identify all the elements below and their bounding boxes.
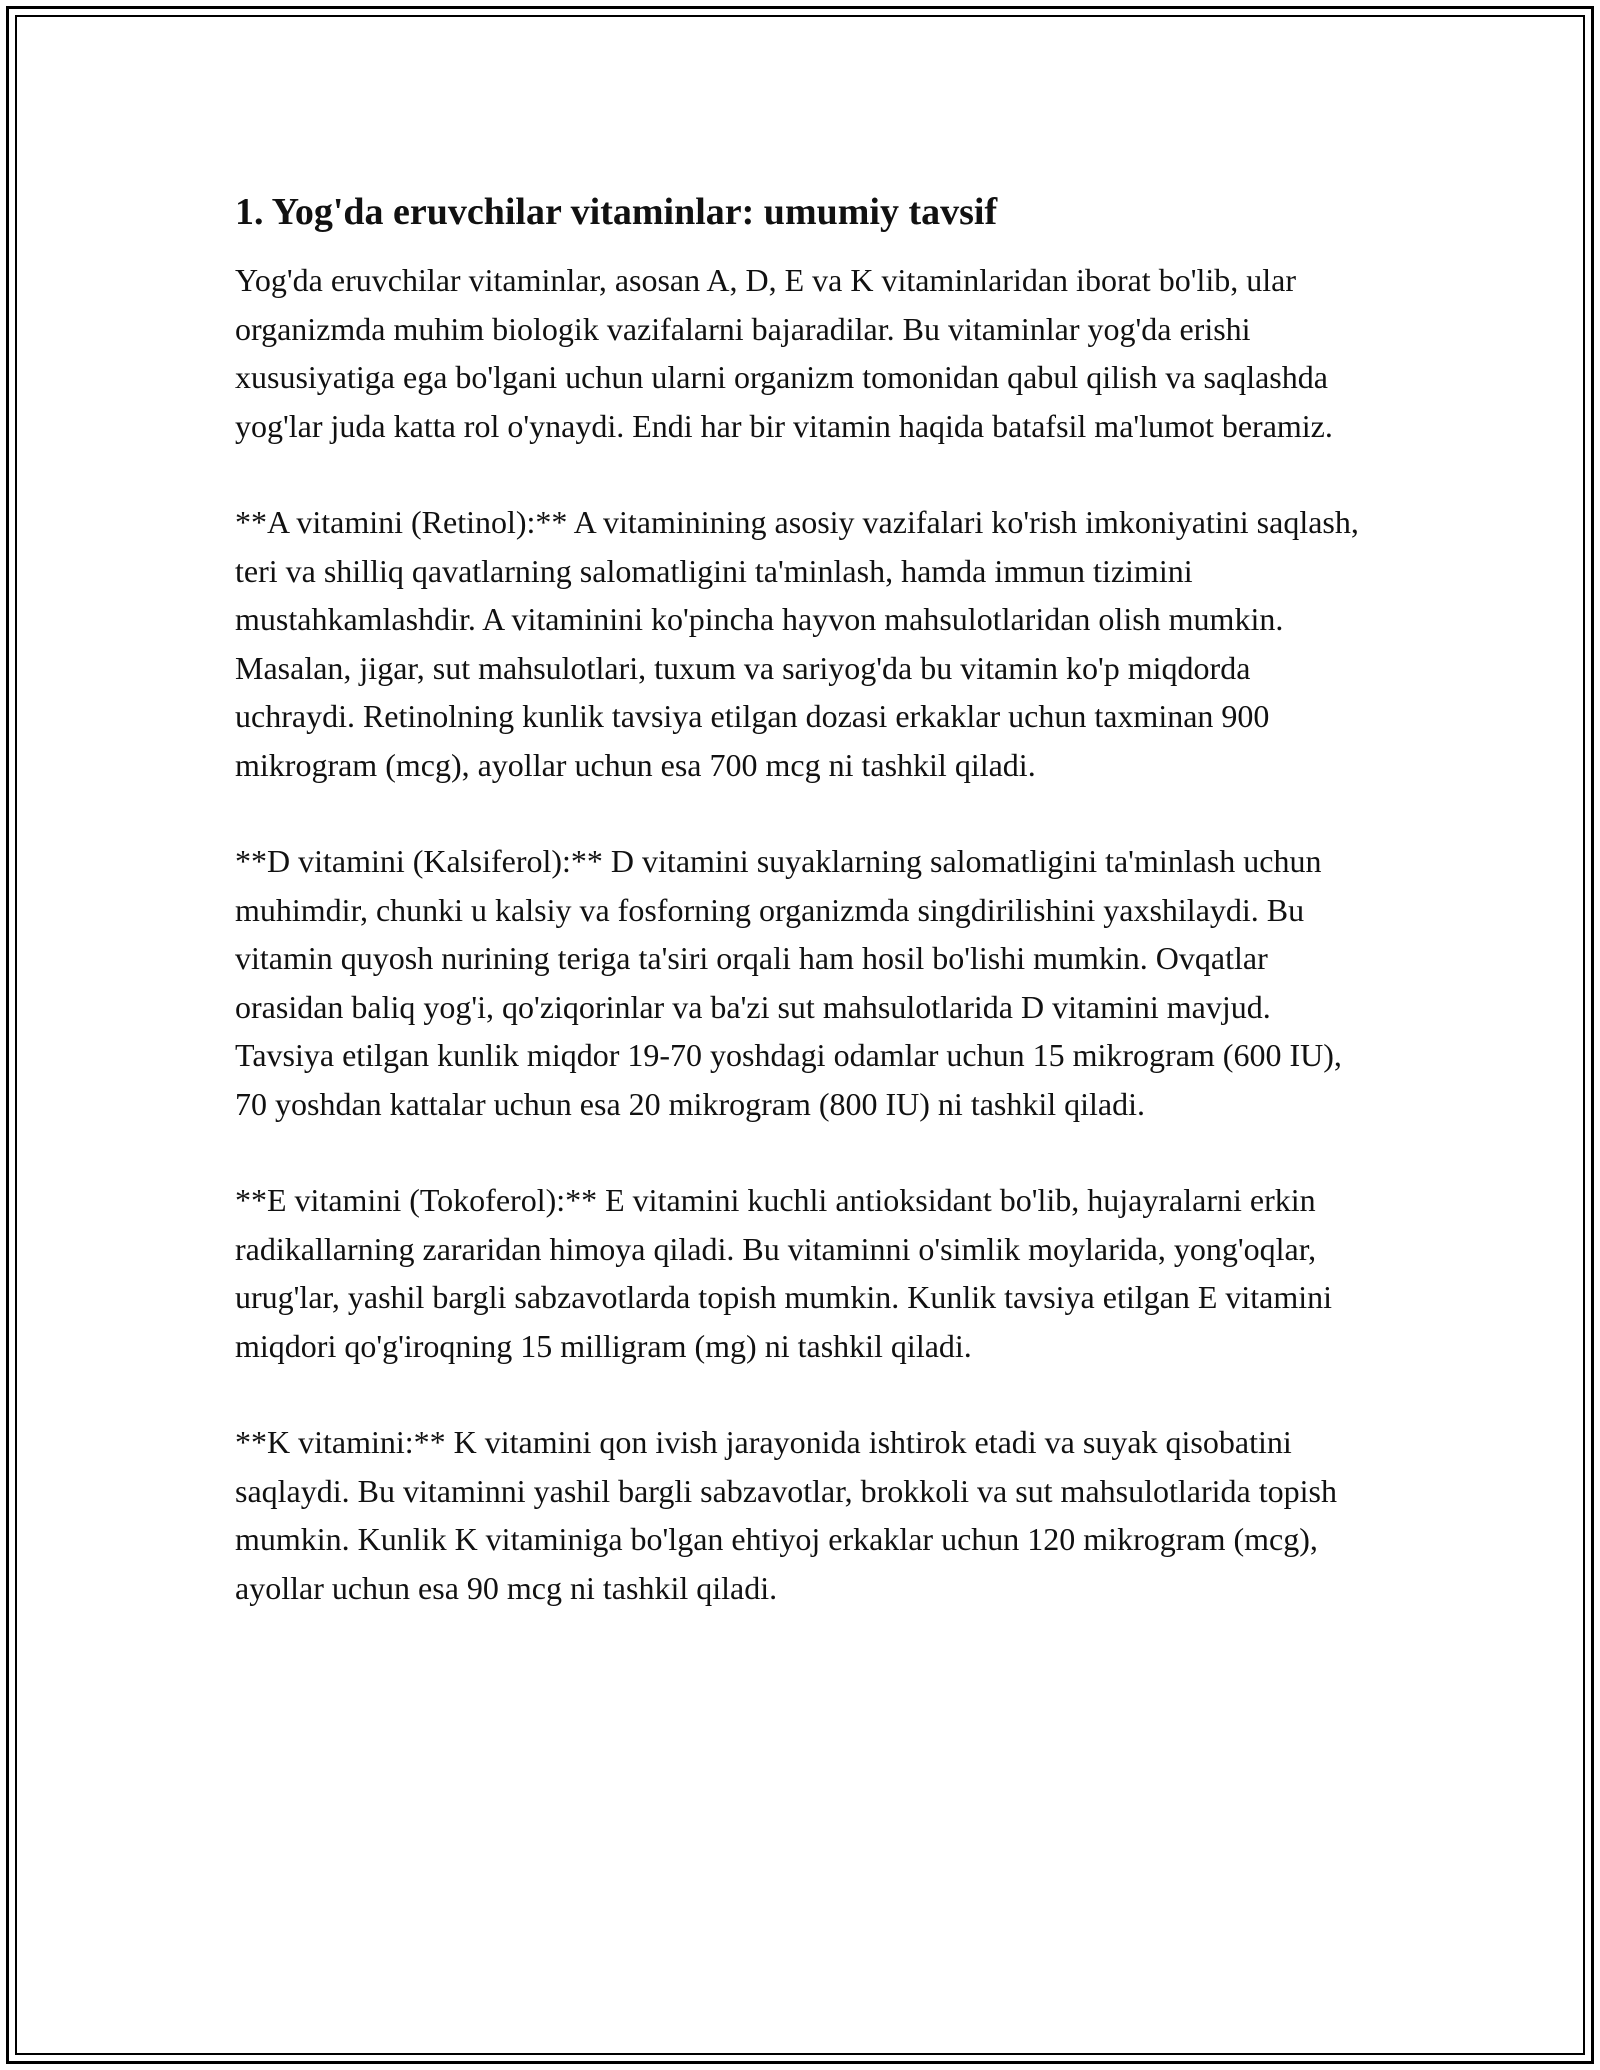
vitamin-k-paragraph: **K vitamini:** K vitamini qon ivish jarayonida ishtirok etadi va suyak qisobatini saqlaydi. Bu vitaminni yashil bargli sabzavotlar, brokkoli va sut mahsulotlarida topish mumkin. Kunlik K vitaminiga bo'lgan ehtiyoj erkaklar uchun 120 mikrogram (mcg), ayollar uchun esa 90 mcg ni tashkil qiladi. — [235, 1424, 1337, 1606]
document-body — [235, 188, 1370, 1660]
section-title: 1. Yog'da eruvchilar vitaminlar: umumiy tavsif — [235, 191, 998, 233]
vitamin-d-paragraph: **D vitamini (Kalsiferol):** D vitamini suyaklarning salomatligini ta'minlash uchun muhimdir, chunki u kalsiy va fosforning organizmda singdirilishini yaxshilaydi. Bu vitamin quyosh nurining teriga ta'siri orqali ham hosil bo'lishi mumkin. Ovqatlar orasidan baliq yog'i, qo'ziqorinlar va ba'zi sut mahsulotlarida D vitamini mavjud. Tavsiya etilgan kunlik miqdor 19-70 yoshdagi odamlar uchun 15 mikrogram (600 IU), 70 yoshdan kattalar uchun esa 20 mikrogram (800 IU) ni tashkil qiladi. — [235, 843, 1342, 1122]
intro-paragraph: Yog'da eruvchilar vitaminlar, asosan A, D, E va K vitaminlaridan iborat bo'lib, ular organizmda muhim biologik vazifalarni bajaradilar. Bu vitaminlar yog'da erishi xususiyatiga ega bo'lgani uchun ularni organizm tomonidan qabul qilish va saqlashda yog'lar juda katta rol o'ynaydi. Endi har bir vitamin haqida batafsil ma'lumot beramiz. — [235, 262, 1333, 444]
vitamin-a-paragraph: **A vitamini (Retinol):** A vitaminining asosiy vazifalari ko'rish imkoniyatini saqlash, teri va shilliq qavatlarning salomatligini ta'minlash, hamda immun tizimini mustahkamlashdir. A vitaminini ko'pincha hayvon mahsulotlaridan olish mumkin. Masalan, jigar, sut mahsulotlari, tuxum va sariyog'da bu vitamin ko'p miqdorda uchraydi. Retinolning kunlik tavsiya etilgan dozasi erkaklar uchun taxminan 900 mikrogram (mcg), ayollar uchun esa 700 mcg ni tashkil qiladi. — [235, 504, 1359, 783]
vitamin-e-paragraph: **E vitamini (Tokoferol):** E vitamini kuchli antioksidant bo'lib, hujayralarni erkin radikallarning zararidan himoya qiladi. Bu vitaminni o'simlik moylarida, yong'oqlar, urug'lar, yashil bargli sabzavotlarda topish mumkin. Kunlik tavsiya etilgan E vitamini miqdori qo'g'iroqning 15 milligram (mg) ni tashkil qiladi. — [235, 1182, 1333, 1364]
